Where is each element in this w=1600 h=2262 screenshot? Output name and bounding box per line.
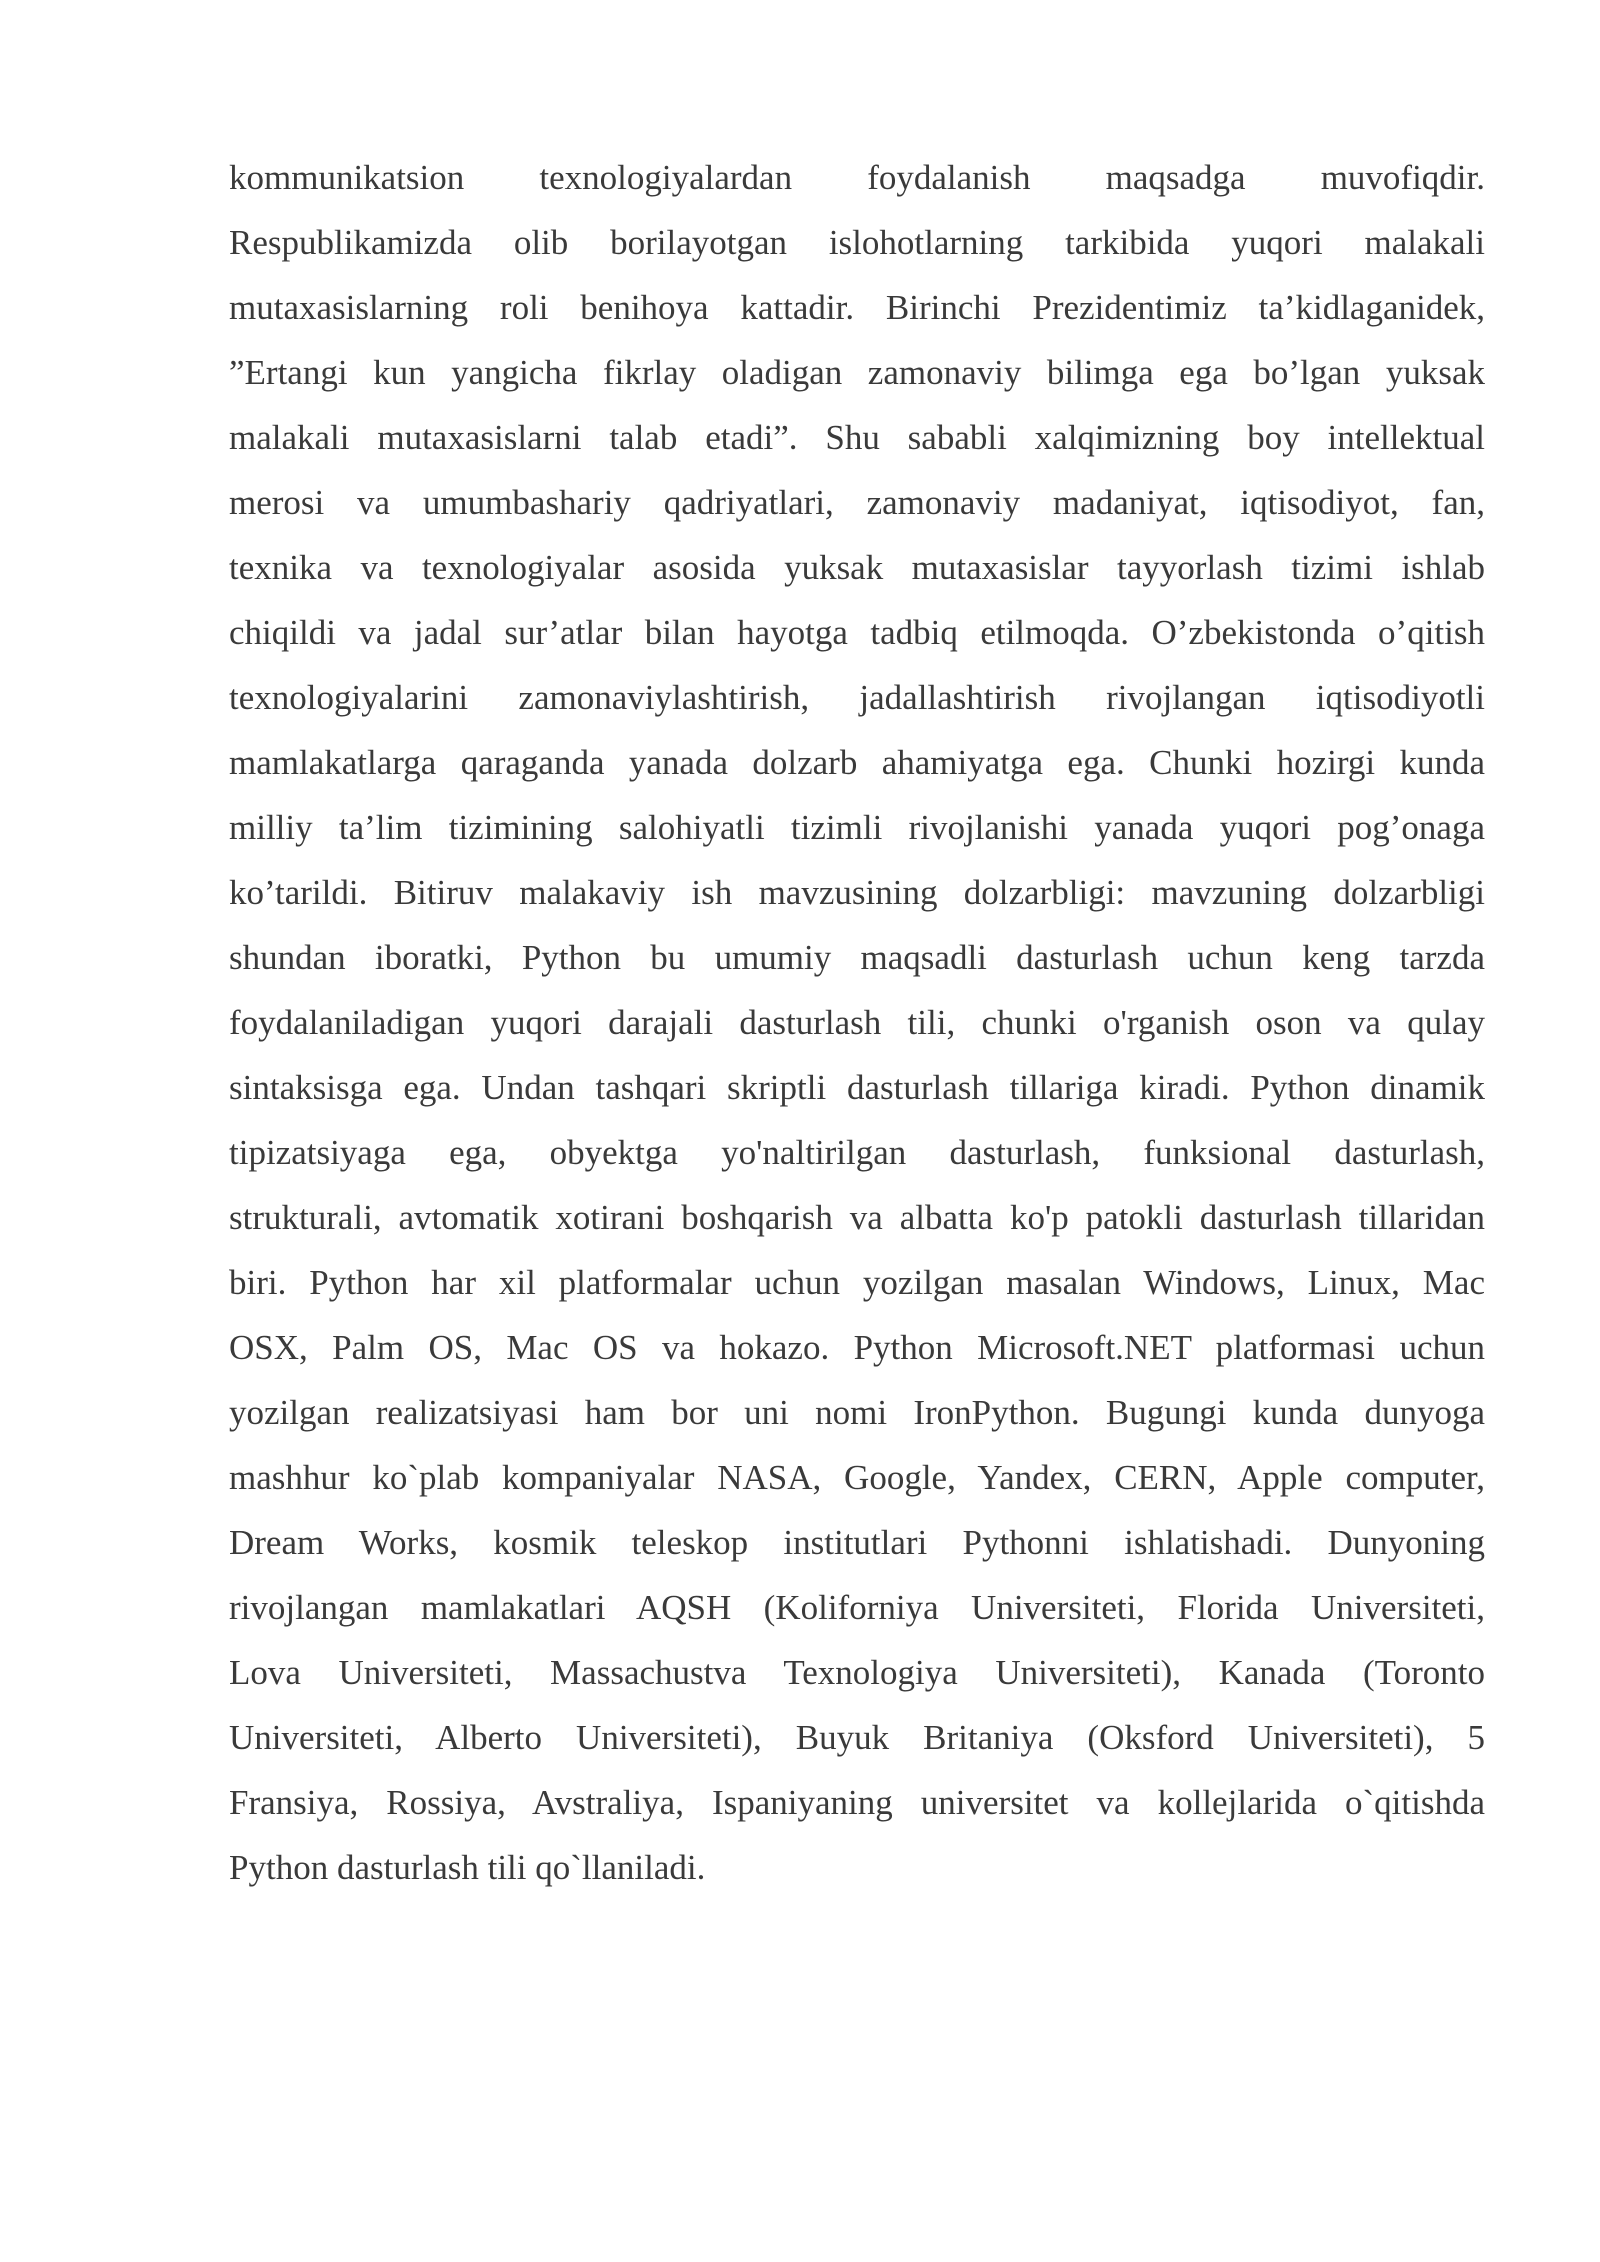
paragraph-line: chiqildi va jadal sur’atlar bilan hayotga tadbiq etilmoqda. O’zbekistonda o’qitish xyxy=(229,613,1485,652)
paragraph-line: Fransiya, Rossiya, Avstraliya, Ispaniyaning universitet va kollejlarida o`qitishda xyxy=(229,1783,1485,1822)
paragraph-line: milliy ta’lim tizimining salohiyatli tizimli rivojlanishi yanada yuqori pog’onaga xyxy=(229,808,1485,847)
paragraph-line: yozilgan realizatsiyasi ham bor uni nomi IronPython. Bugungi kunda dunyoga xyxy=(229,1393,1485,1432)
paragraph-line: texnologiyalarini zamonaviylashtirish, jadallashtirish rivojlangan iqtisodiyotli xyxy=(229,678,1485,717)
paragraph-line: OSX, Palm OS, Mac OS va hokazo. Python Microsoft.NET platformasi uchun xyxy=(229,1328,1485,1367)
paragraph-line: rivojlangan mamlakatlari AQSH (Koliforniya Universiteti, Florida Universiteti, xyxy=(229,1588,1485,1627)
paragraph-line: shundan iboratki, Python bu umumiy maqsadli dasturlash uchun keng tarzda xyxy=(229,938,1485,977)
paragraph-line: merosi va umumbashariy qadriyatlari, zamonaviy madaniyat, iqtisodiyot, fan, xyxy=(229,483,1485,522)
paragraph-line: Lova Universiteti, Massachustva Texnologiya Universiteti), Kanada (Toronto xyxy=(229,1653,1485,1692)
paragraph-line: texnika va texnologiyalar asosida yuksak mutaxasislar tayyorlash tizimi ishlab xyxy=(229,548,1485,587)
paragraph-line: malakali mutaxasislarni talab etadi”. Shu sababli xalqimizning boy intellektual xyxy=(229,418,1485,457)
paragraph-line: Dream Works, kosmik teleskop institutlari Pythonni ishlatishadi. Dunyoning xyxy=(229,1523,1485,1562)
paragraph-line: mamlakatlarga qaraganda yanada dolzarb ahamiyatga ega. Chunki hozirgi kunda xyxy=(229,743,1485,782)
paragraph-last-line: Python dasturlash tili qo`llaniladi. xyxy=(229,1848,706,1887)
paragraph-line: strukturali, avtomatik xotirani boshqarish va albatta ko'p patokli dasturlash tillaridan xyxy=(229,1198,1485,1237)
paragraph-line: Universiteti, Alberto Universiteti), Buyuk Britaniya (Oksford Universiteti), 5 xyxy=(229,1718,1485,1757)
paragraph-line: mashhur ko`plab kompaniyalar NASA, Google, Yandex, CERN, Apple computer, xyxy=(229,1458,1485,1497)
paragraph-line: tipizatsiyaga ega, obyektga yo'naltirilgan dasturlash, funksional dasturlash, xyxy=(229,1133,1485,1172)
paragraph-line: mutaxasislarning roli benihoya kattadir. Birinchi Prezidentimiz ta’kidlaganidek, xyxy=(229,288,1485,327)
paragraph-line: biri. Python har xil platformalar uchun yozilgan masalan Windows, Linux, Mac xyxy=(229,1263,1485,1302)
paragraph-line: ”Ertangi kun yangicha fikrlay oladigan zamonaviy bilimga ega bo’lgan yuksak xyxy=(229,353,1485,392)
body-paragraph xyxy=(229,145,1485,1900)
paragraph-line: kommunikatsion texnologiyalardan foydalanish maqsadga muvofiqdir. xyxy=(229,158,1485,197)
paragraph-line: ko’tarildi. Bitiruv malakaviy ish mavzusining dolzarbligi: mavzuning dolzarbligi xyxy=(229,873,1485,912)
paragraph-line: Respublikamizda olib borilayotgan islohotlarning tarkibida yuqori malakali xyxy=(229,223,1485,262)
paragraph-line: foydalaniladigan yuqori darajali dasturlash tili, chunki o'rganish oson va qulay xyxy=(229,1003,1485,1042)
paragraph-line: sintaksisga ega. Undan tashqari skriptli dasturlash tillariga kiradi. Python dinamik xyxy=(229,1068,1485,1107)
